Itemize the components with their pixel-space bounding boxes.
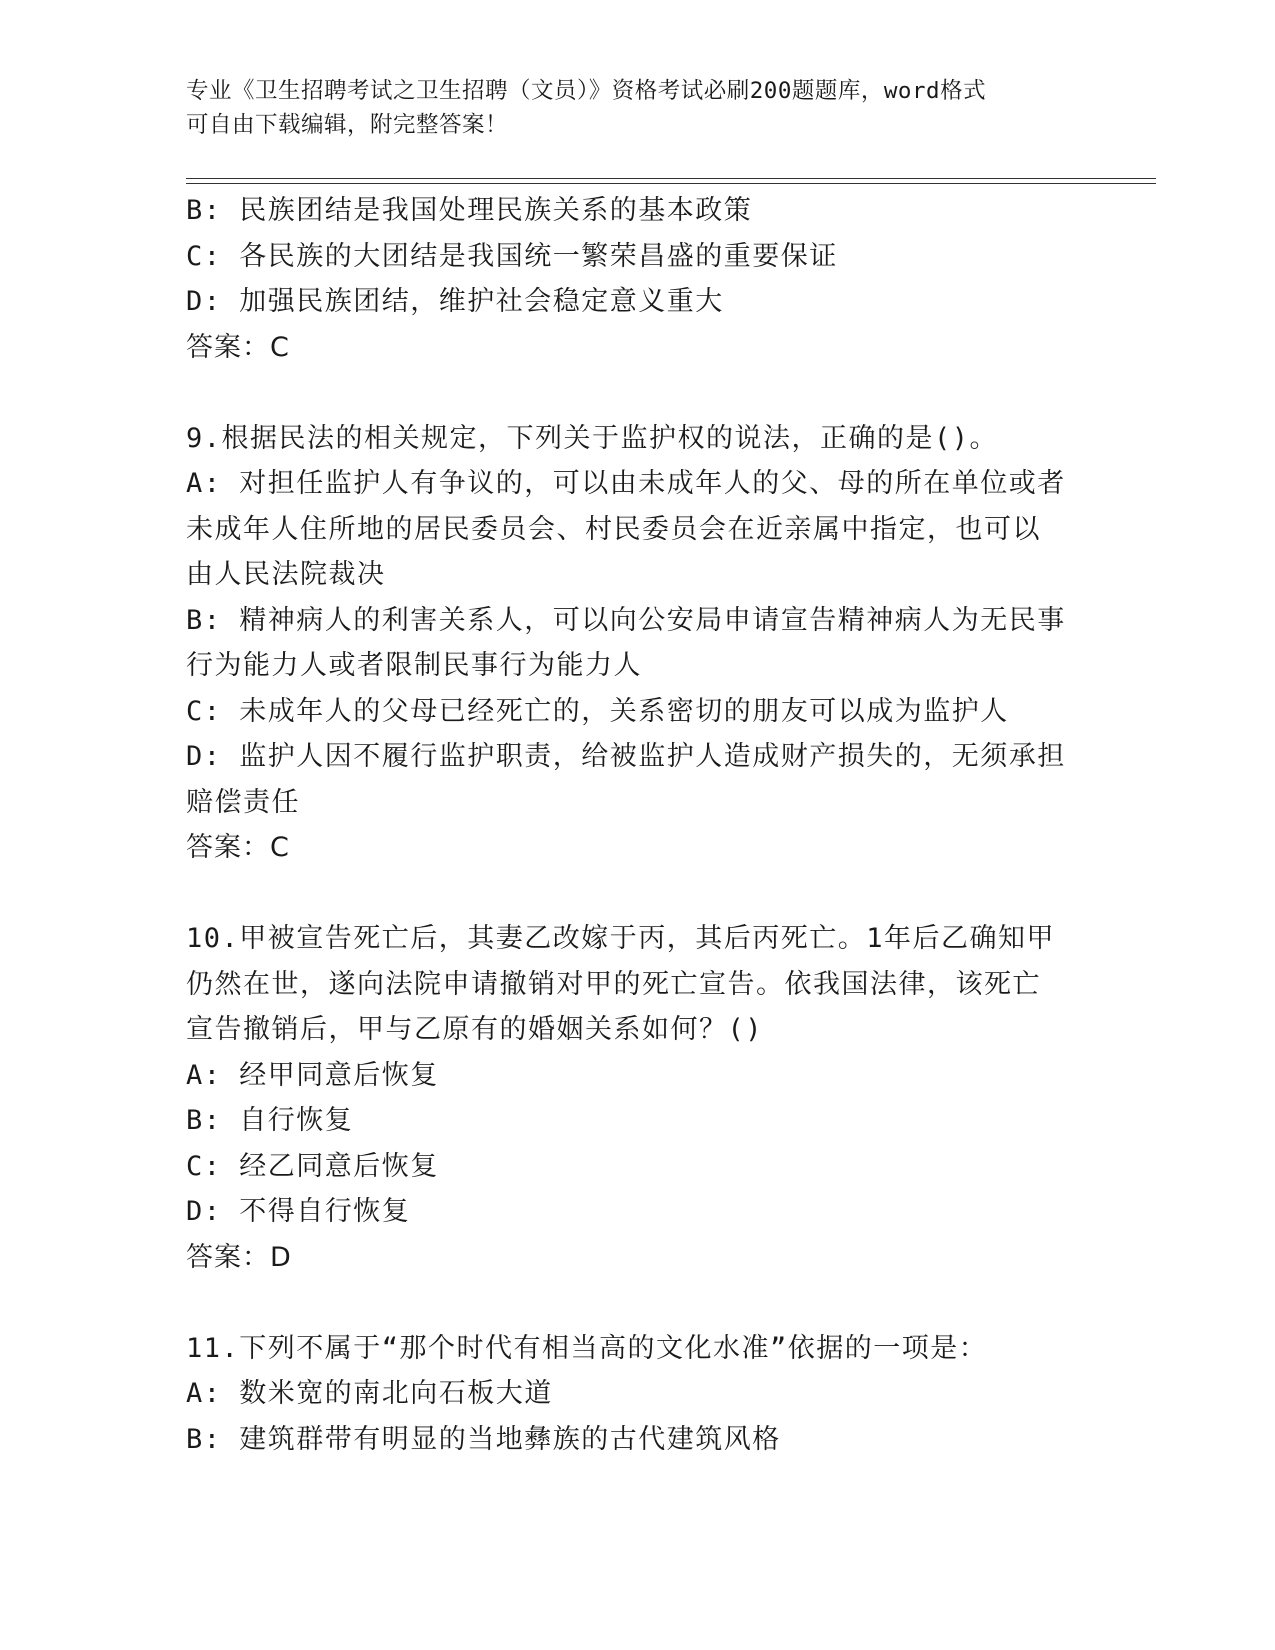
header-divider (186, 178, 1156, 184)
q10-answer: 答案：D (186, 1241, 292, 1273)
question-content (186, 188, 1066, 1462)
q9-option-b-line-2: 行为能力人或者限制民事行为能力人 (186, 650, 642, 681)
q10-stem-line-1: 10.甲被宣告死亡后，其妻乙改嫁于丙，其后丙死亡。1年后乙确知甲 (186, 923, 1056, 954)
q10-stem-line-2: 仍然在世，遂向法院申请撤销对甲的死亡宣告。依我国法律，该死亡 (186, 968, 1041, 1000)
q10-stem-line-3: 宣告撤销后，甲与乙原有的婚姻关系如何？() (186, 1014, 764, 1045)
question-9 (186, 416, 1066, 871)
q8-option-d: D: 加强民族团结，维护社会稳定意义重大 (186, 286, 724, 317)
question-8 (186, 188, 1066, 370)
q8-option-c: C: 各民族的大团结是我国统一繁荣昌盛的重要保证 (186, 240, 838, 272)
spacer (186, 370, 1066, 416)
q9-answer: 答案：C (186, 832, 290, 863)
q9-option-a-line-1: A: 对担任监护人有争议的，可以由未成年人的父、母的所在单位或者 (186, 468, 1066, 499)
q9-option-a-line-2: 未成年人住所地的居民委员会、村民委员会在近亲属中指定，也可以 (186, 513, 1041, 545)
q11-stem: 11.下列不属于“那个时代有相当高的文化水准”依据的一项是： (186, 1332, 988, 1364)
q9-option-d-line-1: D: 监护人因不履行监护职责，给被监护人造成财产损失的，无须承担 (186, 741, 1066, 772)
q9-stem: 9.根据民法的相关规定，下列关于监护权的说法，正确的是()。 (186, 422, 999, 454)
document-header (186, 74, 1066, 142)
header-line-2: 可自由下载编辑，附完整答案！ (186, 112, 509, 138)
spacer (186, 1280, 1066, 1326)
q10-option-c: C: 经乙同意后恢复 (186, 1150, 439, 1182)
spacer (186, 871, 1066, 917)
q9-option-d-line-2: 赔偿责任 (186, 786, 300, 818)
q8-option-b: B: 民族团结是我国处理民族关系的基本政策 (186, 195, 753, 226)
header-line-1: 专业《卫生招聘考试之卫生招聘（文员）》资格考试必刷200题题库，word格式 (186, 78, 987, 104)
q10-option-d: D: 不得自行恢复 (186, 1196, 411, 1227)
question-11 (186, 1326, 1066, 1463)
question-10 (186, 916, 1066, 1280)
q9-option-b-line-1: B: 精神病人的利害关系人，可以向公安局申请宣告精神病人为无民事 (186, 604, 1066, 636)
q11-option-b: B: 建筑群带有明显的当地彝族的古代建筑风格 (186, 1423, 781, 1455)
q8-answer: 答案：C (186, 331, 290, 363)
q11-option-a: A: 数米宽的南北向石板大道 (186, 1378, 553, 1409)
q10-option-b: B: 自行恢复 (186, 1105, 354, 1136)
q10-option-a: A: 经甲同意后恢复 (186, 1059, 439, 1091)
q9-option-c: C: 未成年人的父母已经死亡的，关系密切的朋友可以成为监护人 (186, 695, 1009, 727)
q9-option-a-line-3: 由人民法院裁决 (186, 559, 386, 590)
